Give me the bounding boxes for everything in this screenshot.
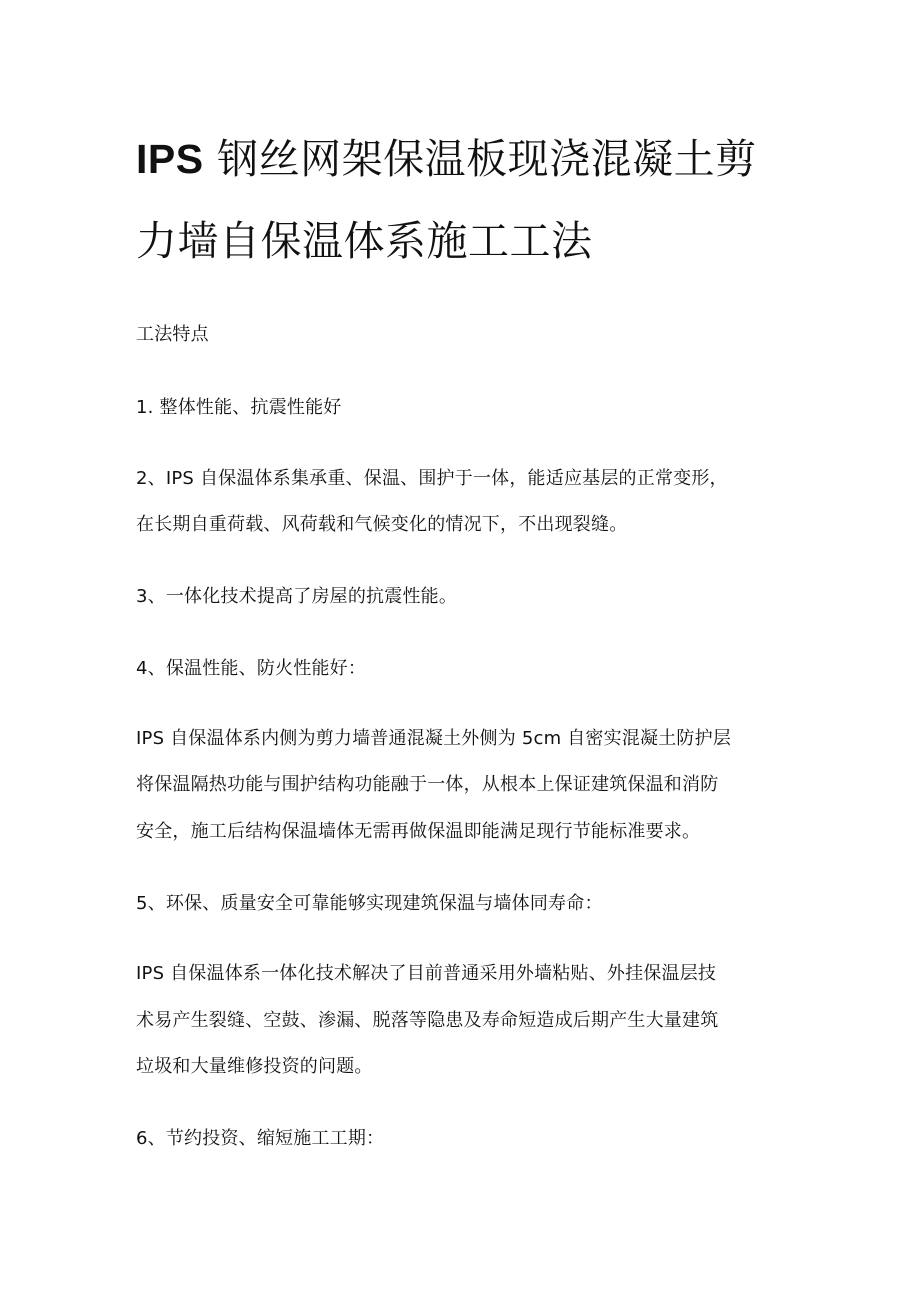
item-5-body-line-1: IPS 自保温体系一体化技术解决了目前普通采用外墙粘贴、外挂保温层技	[136, 963, 717, 984]
item-6: 6、节约投资、缩短施工工期：	[136, 1128, 385, 1149]
title-line1-rest: 钢丝网架保温板现浇混凝土剪	[203, 135, 757, 183]
item-4: 4、保温性能、防火性能好：	[136, 658, 367, 679]
item-4-body-line-2: 将保温隔热功能与围护结构功能融于一体，从根本上保证建筑保温和消防	[136, 774, 719, 795]
document-title	[136, 118, 796, 282]
item-2-line-2: 在长期自重荷载、风荷载和气候变化的情况下，不出现裂缝。	[136, 514, 628, 535]
title-latin-part: IPS	[136, 136, 204, 182]
item-2-line-1: 2、IPS 自保温体系集承重、保温、围护于一体，能适应基层的正常变形，	[136, 468, 728, 489]
item-4-body-line-3: 安全，施工后结构保温墙体无需再做保温即能满足现行节能标准要求。	[136, 821, 701, 842]
item-3: 3、一体化技术提高了房屋的抗震性能。	[136, 586, 458, 607]
item-5: 5、环保、质量安全可靠能够实现建筑保温与墙体同寿命：	[136, 893, 603, 914]
item-5-body-line-3: 垃圾和大量维修投资的问题。	[136, 1056, 373, 1077]
section-heading: 工法特点	[136, 324, 209, 345]
item-1: 1. 整体性能、抗震性能好	[136, 397, 342, 418]
item-5-body-line-2: 术易产生裂缝、空鼓、渗漏、脱落等隐患及寿命短造成后期产生大量建筑	[136, 1010, 719, 1031]
item-4-body-line-1: IPS 自保温体系内侧为剪力墙普通混凝土外侧为 5cm 自密实混凝土防护层	[136, 728, 732, 749]
title-line2: 力墙自保温体系施工工法	[136, 217, 593, 265]
